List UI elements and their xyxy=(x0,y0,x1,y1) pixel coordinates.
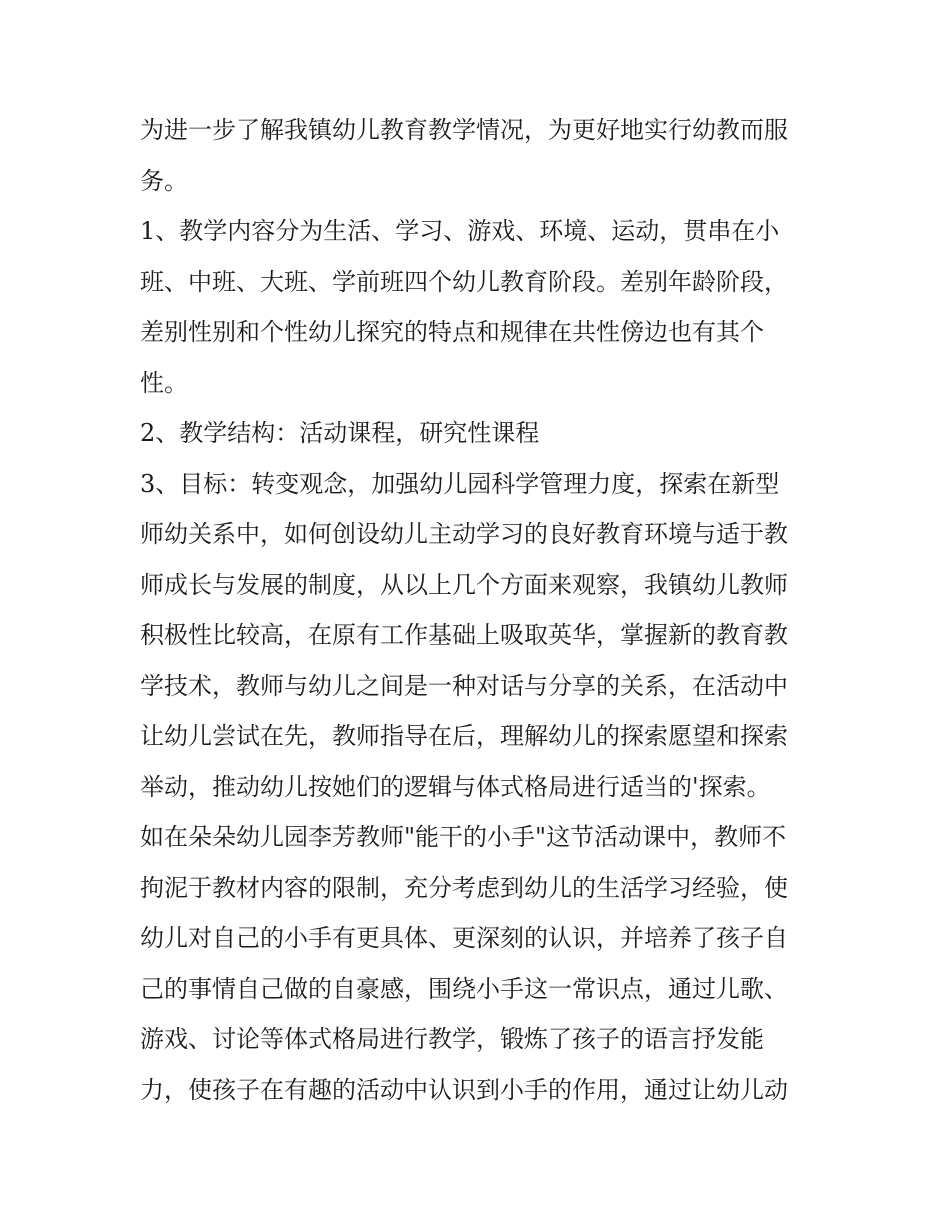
text-line-4: 班、中班、大班、学前班四个幼儿教育阶段。差别年龄阶段， xyxy=(140,267,788,296)
text-line-14: 举动，推动幼儿按她们的逻辑与体式格局进行适当的'探索。 xyxy=(140,772,771,801)
text-line-2: 务。 xyxy=(140,166,188,195)
text-line-17: 幼儿对自己的小手有更具体、更深刻的认识，并培养了孩子自 xyxy=(140,924,788,952)
text-line-8: 3、目标：转变观念，加强幼儿园科学管理力度，探索在新型 xyxy=(140,469,780,498)
text-line-13: 让幼儿尝试在先，教师指导在后，理解幼儿的探索愿望和探索 xyxy=(140,722,788,750)
text-line-12: 学技术，教师与幼儿之间是一种对话与分享的关系，在活动中 xyxy=(140,671,788,700)
text-line-1: 为进一步了解我镇幼儿教育教学情况，为更好地实行幼教而服 xyxy=(140,116,788,144)
text-line-9: 师幼关系中，如何创设幼儿主动学习的良好教育环境与适于教 xyxy=(140,520,788,548)
text-line-16: 拘泥于教材内容的限制，充分考虑到幼儿的生活学习经验，使 xyxy=(140,873,788,902)
text-line-18: 己的事情自己做的自豪感，围绕小手这一常识点，通过儿歌、 xyxy=(140,974,788,1003)
text-line-19: 游戏、讨论等体式格局进行教学，锻炼了孩子的语言抒发能 xyxy=(140,1025,764,1053)
text-line-3: 1、教学内容分为生活、学习、游戏、环境、运动，贯串在小 xyxy=(140,217,780,245)
text-line-15: 如在朵朵幼儿园李芳教师"能干的小手"这节活动课中，教师不 xyxy=(140,823,787,851)
text-line-5: 差别性别和个性幼儿探究的特点和规律在共性傍边也有其个 xyxy=(140,318,764,346)
text-line-7: 2、教学结构：活动课程，研究性课程 xyxy=(140,419,540,447)
text-line-11: 积极性比较高，在原有工作基础上吸取英华，掌握新的教育教 xyxy=(140,621,788,649)
document-body xyxy=(140,105,820,1115)
text-line-20: 力，使孩子在有趣的活动中认识到小手的作用，通过让幼儿动 xyxy=(140,1075,788,1104)
text-line-6: 性。 xyxy=(140,368,188,397)
text-line-10: 师成长与发展的制度，从以上几个方面来观察，我镇幼儿教师 xyxy=(140,570,788,599)
